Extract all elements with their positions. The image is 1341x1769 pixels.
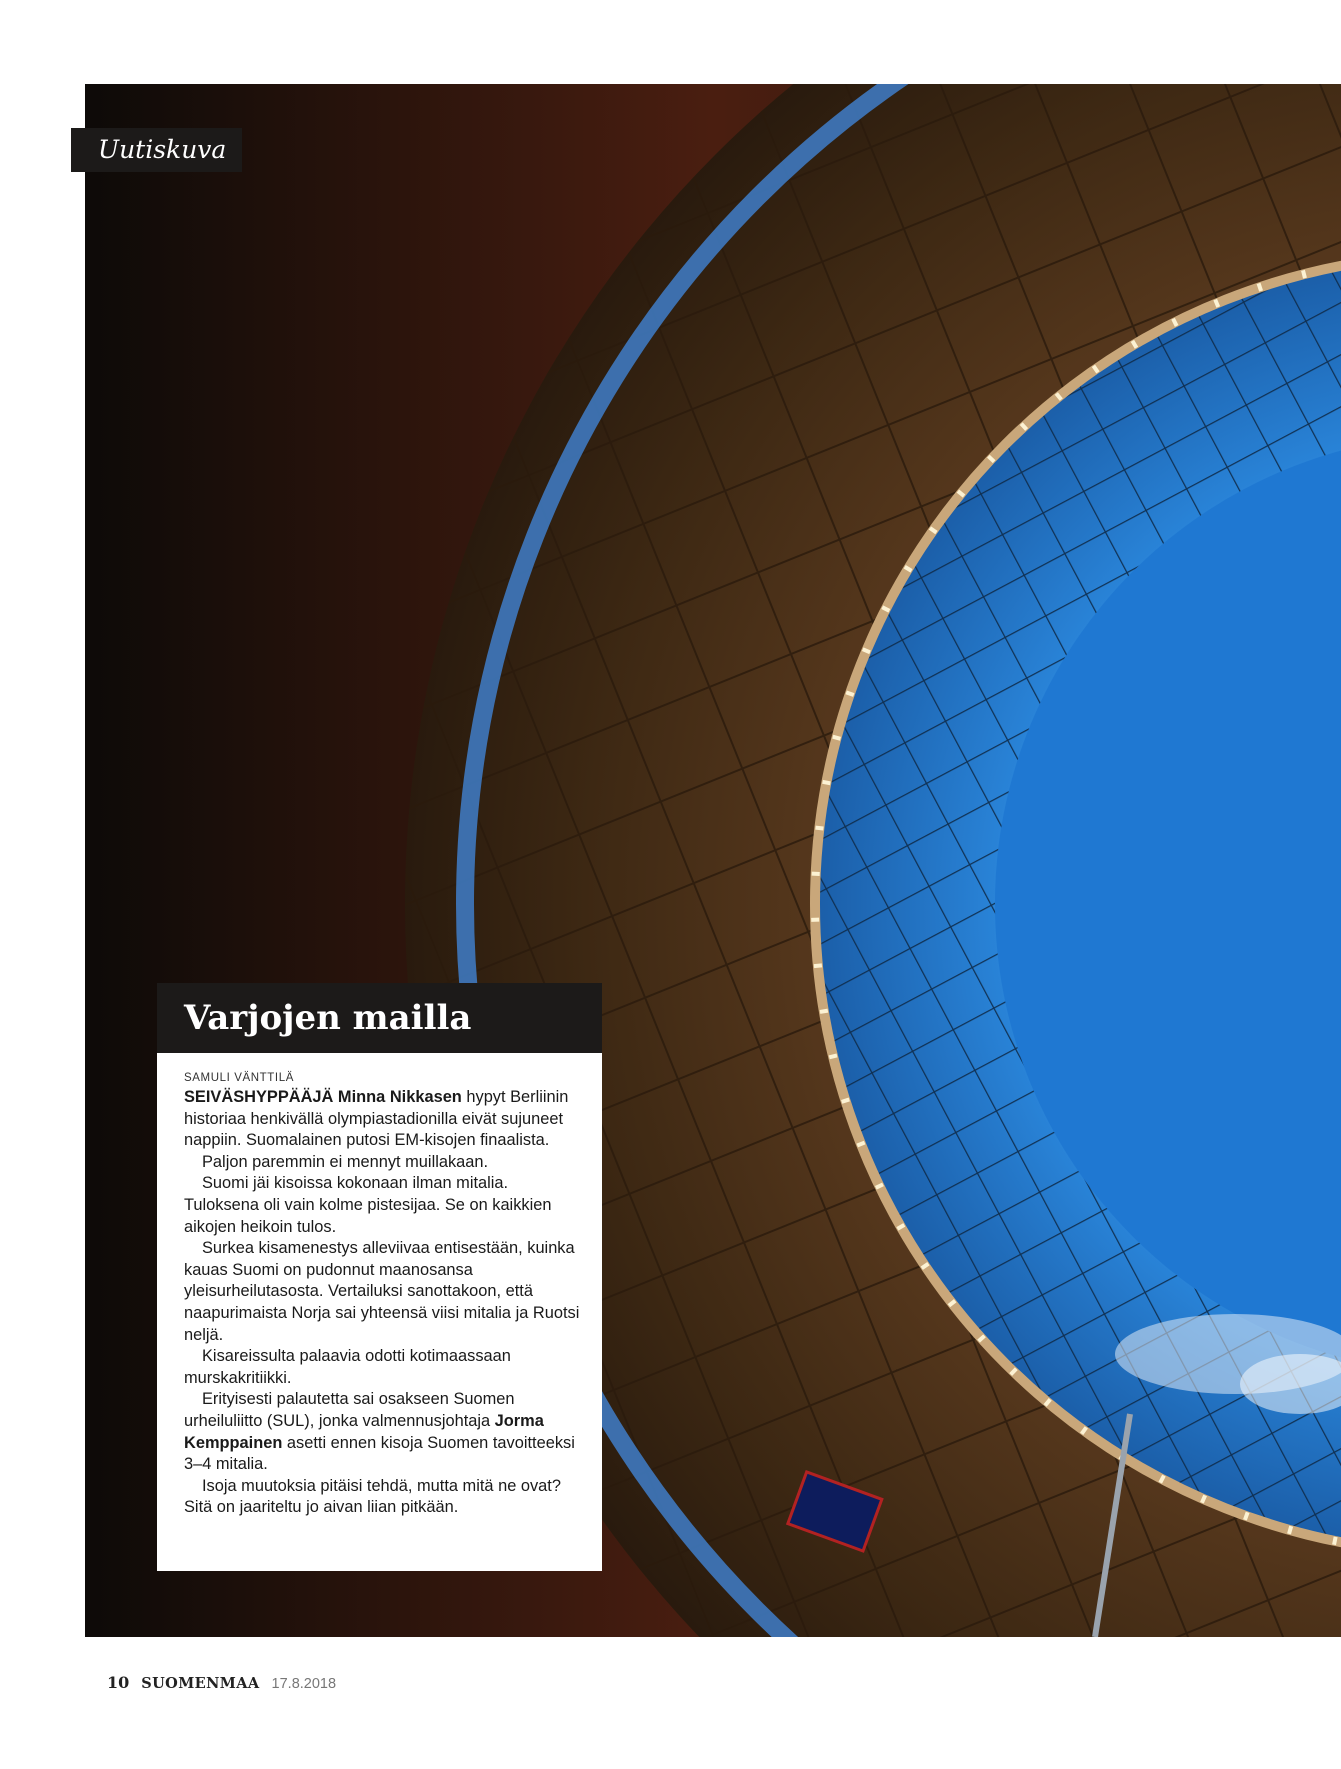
paragraph-text: asetti ennen kisoja Suomen tavoitteeksi 3–4 mitalia.	[184, 1433, 575, 1474]
lead-paragraph	[184, 1087, 582, 1152]
section-tag: Uutiskuva	[71, 128, 242, 172]
byline: SAMULI VÄNTTILÄ	[184, 1072, 294, 1084]
paragraph: Suomi jäi kisoissa kokonaan ilman mitalia. Tuloksena oli vain kolme pistesijaa. Se on kaikkien aikojen heikoin tulos.	[184, 1174, 552, 1236]
paragraph: Paljon paremmin ei mennyt muillakaan.	[202, 1152, 489, 1171]
headline: Varjojen mailla	[157, 983, 602, 1053]
paragraph	[184, 1389, 582, 1475]
person-name: Jorma Kemppainen	[184, 1411, 544, 1452]
page-number: 10	[107, 1673, 130, 1692]
lead-text: hypyt Berliinin historiaa henkivällä olympiastadionilla eivät sujuneet nappiin. Suomalainen putosi EM-kisojen finaalista.	[184, 1088, 569, 1150]
page-footer	[107, 1673, 336, 1697]
publication-name: SUOMENMAA	[141, 1675, 260, 1692]
article-body	[157, 1053, 602, 1571]
issue-date: 17.8.2018	[271, 1676, 337, 1692]
lead-caps: SEIVÄSHYPPÄÄJÄ Minna Nikkasen	[184, 1088, 462, 1106]
paragraph: Surkea kisamenestys alleviivaa entisestään, kuinka kauas Suomi on pudonnut maanosansa yleisurheilutasosta. Vertailuksi sanottakoon, että naapurimaista Norja sai yhteensä viisi mitalia ja Ruotsi neljä.	[184, 1239, 580, 1344]
paragraph: Kisareissulta palaavia odotti kotimaassaan murskakritiikki.	[184, 1347, 511, 1387]
paragraph: Isoja muutoksia pitäisi tehdä, mutta mitä ne ovat? Sitä on jaariteltu jo aivan liian pitkään.	[184, 1476, 561, 1517]
paragraph-text: Erityisesti palautetta sai osakseen Suomen urheiluliitto (SUL), jonka valmennusjohtaja	[184, 1390, 515, 1430]
